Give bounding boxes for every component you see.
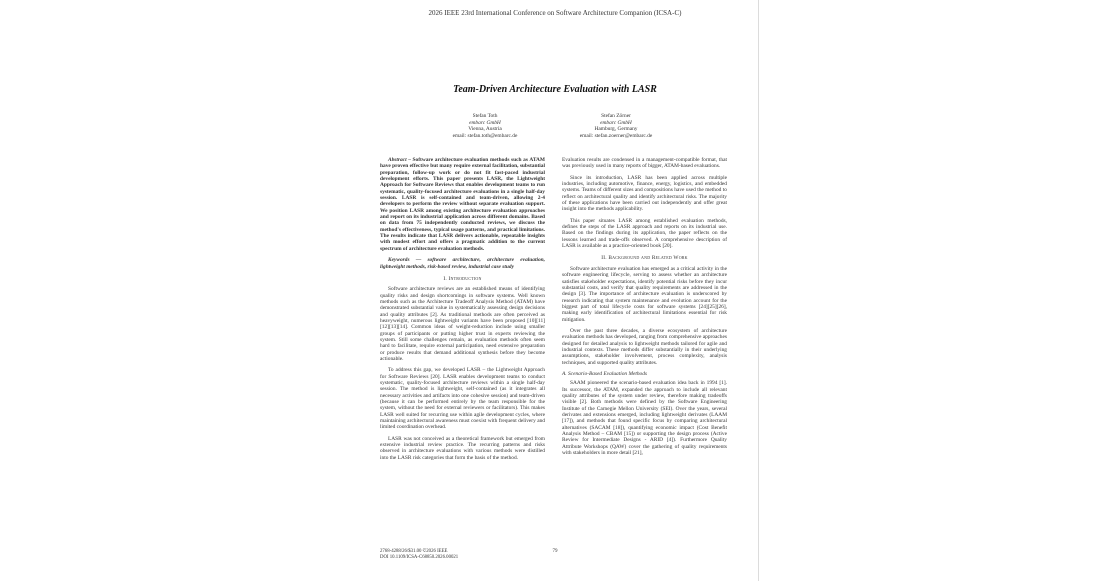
- copyright-line: 2768-4288/26/$31.00 ©2026 IEEE: [380, 549, 448, 554]
- section-heading-introduction: I. Introduction: [443, 275, 482, 282]
- paragraph: Since its introduction, LASR has been applied across multiple industries, including automotive, finance, energy, logistics, and embedded systems. Teams of different sizes and compositions have used the method to reflect on architectural quality and identify architectural risks. The majority of these applications have been carried out independently and offer great insight into the methods applicability.: [562, 174, 727, 213]
- paragraph: Software architecture reviews are an established means of identifying quality risks and design shortcomings in software systems. Well known methods such as the Architecture Tradeoff Analysis Method (ATAM) have demonstrated substantial value in systematically assessing design decisions and quality attributes [2]. As traditional methods are often perceived as heavyweight, numerous lightweight variants have been proposed [10][11][12][13][14]. Common ideas of weight-reduction include using smaller groups of participants or putting higher trust in experts reviewing the system. Still some challenges remain, as evaluation methods often seem hard to facilitate, require external participation, need extensive preparation or produce results that demand additional synthesis before they become actionable.: [380, 286, 545, 362]
- abstract-text: – Software architecture evaluation methods such as ATAM have proven effective but many require external facilitation, substantial preparation, follow-up work or do not fit fast-paced industrial development efforts. This paper presents LASR, the Lightweight Approach for Software Reviews that enables development teams to run systematic, quality-focused architecture evaluations in a single half-day session. LASR is self-contained and team-driven, allowing 2-4 developers to perform the review without separate evaluation support. We position LASR among existing architecture evaluation approaches and report on its industrial application across different domains. Based on data from 75 independently conducted reviews, we discuss the method's effectiveness, typical usage patterns, and practical limitations. The results indicate that LASR delivers actionable, repeatable insights with modest effort and offers a pragmatic addition to the current spectrum of architecture evaluation methods.: [380, 157, 545, 252]
- paragraph: Over the past three decades, a diverse ecosystem of architecture evaluation methods has developed, ranging from comprehensive approaches designed for detailed analysis to lightweight methods tailored for agile and industrial contexts. These methods differ substantially in their underlying assumptions, stakeholder involvement, process complexity, analysis techniques, and supported quality attributes.: [562, 327, 727, 366]
- author-city: Vienna, Austria: [468, 126, 502, 132]
- paragraph: Software architecture evaluation has emerged as a critical activity in the software engineering lifecycle, serving to assess whether an architecture satisfies stakeholder expectations, identify potential risks before they incur substantial costs, and verify that quality requirements are addressed in the design [3]. The importance of architecture evaluation is underscored by research indicating that system maintenance and evolution account for the biggest part of total lifecycle costs for software systems [24][25][26], making early identification of architectural limitations essential for risk mitigation.: [562, 265, 727, 323]
- doi-line: DOI 10.1109/ICSA-C68850.2026.00021: [380, 555, 459, 560]
- right-column: [562, 157, 727, 461]
- paragraph: Evaluation results are condensed in a management-compatible format, that was previously used in many reports of bigger, ATAM-based evaluations.: [562, 157, 727, 170]
- paragraph: This paper situates LASR among established evaluation methods, defines the steps of the LASR approach and reports on its industrial use. Based on the findings during its application, the paper reflects on the lessons learned and trade-offs observed. A comprehensive description of LASR is available as a practice-oriented book [20].: [562, 217, 727, 250]
- subsection-heading: A. Scenario-Based Evaluation Methods: [562, 370, 648, 377]
- page-number: 79: [552, 549, 558, 554]
- keywords-label: Keywords: [388, 257, 410, 264]
- author-name: Stefan Zörner: [601, 113, 631, 119]
- page-edge-divider: [758, 0, 759, 581]
- author-org: embarc GmbH: [469, 119, 501, 126]
- author-block-2: [561, 113, 671, 139]
- left-column: [380, 157, 545, 466]
- section-heading-background: II. Background and Related Work: [601, 255, 688, 262]
- author-name: Stefan Toth: [472, 113, 498, 119]
- paper-page: [352, 0, 758, 581]
- keywords-text: — software architecture, architecture evaluation, lightweight methods, risk-based review, industrial case study: [380, 257, 545, 270]
- author-block-1: [430, 113, 540, 139]
- author-email: email: stefan.zoerner@embarc.de: [579, 132, 653, 139]
- paragraph: LASR was not conceived as a theoretical framework but emerged from extensive industrial review practice. The recurring patterns and risks observed in architecture evaluations with various methods were distilled into the LASR risk categories that form the basis of the method.: [380, 435, 545, 461]
- paragraph: SAAM pioneered the scenario-based evaluation idea back in 1994 [1]. Its successor, the ATAM, expanded the approach to include all relevant quality attributes of the system under review, therefore making tradeoffs visible [2]. Both methods were defined by the Software Engineering Institute of the Carnegie Mellon University (SEI). Over the years, several derivates and extensions emerged, including lightweight derivates (LAAM [17]), and methods that found specific focus by comparing architectural alternatives (SACAM [18]), quantifying economic impact (Cost Benefit Analysis Method – CBAM [15]) or supporting the design process (Active Review for Intermediate Designs - ARID [4]). Furthermore Quality Attribute Workshops (QAW) cover the gathering of quality requirements with stakeholders in more detail [21],: [562, 380, 727, 457]
- abstract-label: Abstract: [388, 157, 407, 163]
- author-email: email: stefan.toth@embarc.de: [452, 132, 518, 139]
- author-org: embarc GmbH: [600, 119, 632, 126]
- paragraph: To address this gap, we developed LASR – the Lightweight Approach for Software Reviews [20]. LASR enables development teams to conduct systematic, quality-focused architecture reviews within a single half-day session. The method is lightweight, self-contained (as it integrates all necessary activities and artifacts into one cohesive session) and team-driven (because it can be performed entirely by the team responsible for the system, without the need for external reviewers or facilitators). This makes LASR well suited for recurring use within agile development cycles, where maintaining architectural awareness must coexist with frequent delivery and limited coordination overhead.: [380, 367, 545, 431]
- author-city: Hamburg, Germany: [594, 126, 638, 132]
- paper-title: Team-Driven Architecture Evaluation with LASR: [453, 84, 657, 95]
- conference-header: 2026 IEEE 23rd International Conference on Software Architecture Companion (ICSA-C): [428, 9, 682, 17]
- keywords: [380, 257, 545, 270]
- abstract: [380, 157, 545, 252]
